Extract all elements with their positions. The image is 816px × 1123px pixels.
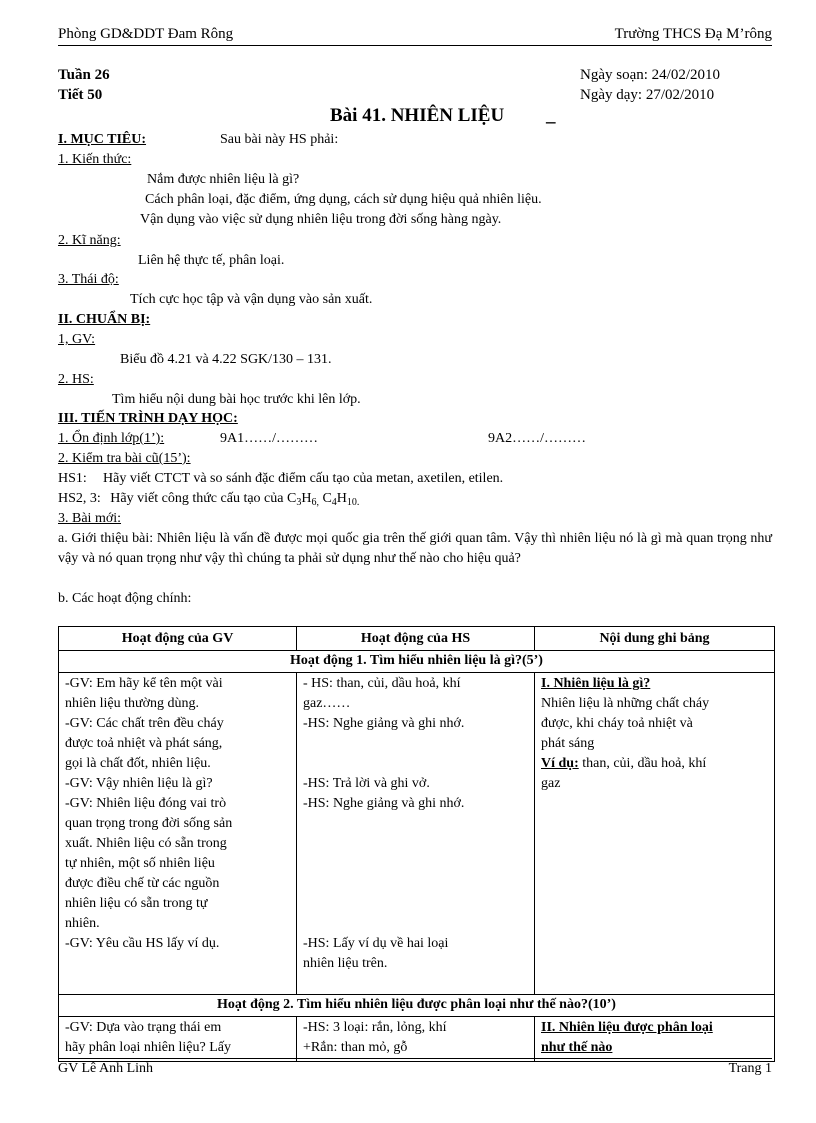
activity-2-teacher: -GV: Dựa vào trạng thái em hãy phân loại nhiên liệu? Lấy — [59, 1017, 297, 1062]
activity-2-content-row — [59, 1017, 775, 1062]
knowledge-heading: 1. Kiến thức: — [58, 152, 132, 167]
hs1-label: HS1: — [58, 471, 87, 486]
example-line: Ví dụ: than, củi, dầu hoả, khí — [541, 756, 707, 771]
activity-1-row — [59, 651, 775, 673]
class-9a1: 9A1……/……… — [220, 431, 318, 446]
header-department: Phòng GD&DDT Đam Rông — [58, 26, 234, 42]
header-school: Trường THCS Đạ M’rông — [614, 26, 772, 42]
activity-2-row — [59, 995, 775, 1017]
student-prep-heading: 2. HS: — [58, 372, 94, 387]
teacher-prep-text: Biểu đồ 4.21 và 4.22 SGK/130 – 131. — [120, 352, 332, 367]
activity-1-board: I. Nhiên liệu là gì? Nhiên liệu là những chất cháy được, khi cháy toả nhiệt và phát sáng Ví dụ: than, củi, dầu hoả, khí gaz — [535, 673, 775, 995]
class-9a2: 9A2……/……… — [488, 431, 586, 446]
skills-text: Liên hệ thực tế, phân loại. — [138, 253, 285, 268]
prep-date: Ngày soạn: 24/02/2010 — [580, 67, 720, 83]
header-board-content: Nội dung ghi bảng — [535, 627, 775, 651]
hs1-question: Hãy viết CTCT và so sánh đặc điểm cấu tạo của metan, axetilen, etilen. — [103, 471, 504, 486]
student-prep-text: Tìm hiểu nội dung bài học trước khi lên lớp. — [112, 392, 361, 407]
attitude-text: Tích cực học tập và vận dụng vào sản xuất. — [130, 292, 373, 307]
attitude-heading: 3. Thái độ: — [58, 272, 119, 287]
note-heading: I. Nhiên liệu là gì? — [541, 676, 651, 691]
teach-date: Ngày dạy: 27/02/2010 — [580, 87, 715, 103]
activity-1-content-row — [59, 673, 775, 995]
section-process-heading: III. TIẾN TRÌNH DẠY HỌC: — [58, 411, 238, 426]
week-label: Tuần 26 — [58, 67, 110, 83]
activities-table — [58, 626, 775, 1062]
section-objectives-heading: I. MỤC TIÊU: — [58, 132, 147, 147]
knowledge-item: Vận dụng vào việc sử dụng nhiên liệu trong đời sống hàng ngày. — [140, 212, 502, 227]
period-label: Tiết 50 — [58, 87, 103, 103]
formula-c3h6: $C_3H_{6,}$ — [286, 491, 319, 508]
skills-heading: 2. Kĩ năng: — [58, 233, 121, 248]
knowledge-item: Cách phân loại, đặc điểm, ứng dụng, cách sử dụng hiệu quả nhiên liệu. — [145, 192, 542, 207]
section-preparation-heading: II. CHUẨN BỊ: — [58, 312, 151, 327]
activity-2-title: Hoạt động 2. Tìm hiểu nhiên liệu được phân loại như thế nào?(10’) — [59, 995, 775, 1017]
activity-2-board: II. Nhiên liệu được phân loại như thế nào — [535, 1017, 775, 1062]
main-activities-label: b. Các hoạt động chính: — [58, 591, 192, 606]
objectives-intro: Sau bài này HS phải: — [220, 132, 339, 147]
lesson-introduction: a. Giới thiệu bài: Nhiên liệu là vấn đề được mọi quốc gia trên thế giới quan tâm. Vậy thì nhiên liệu nó là gì mà quan trọng như vậy và nó quan trọng như vậy thì chúng ta phải sử dụng như thế nào cho hiệu quả? — [58, 531, 772, 566]
footer-page-number: Trang 1 — [728, 1061, 772, 1076]
stabilize-class-label: 1. Ổn định lớp(1’): — [58, 431, 165, 446]
hs23-text: Hãy viết công thức cấu tạo của — [110, 491, 284, 506]
activity-1-title: Hoạt động 1. Tìm hiểu nhiên liệu là gì?(5’) — [59, 651, 775, 673]
activity-1-student: - HS: than, củi, dầu hoả, khí gaz…… -HS: Nghe giảng và ghi nhớ. -HS: Trả lời và ghi vở. -HS: Nghe giảng và ghi nhớ. -HS: Lấy ví dụ về hai loại nhiên liệu trên. — [297, 673, 535, 995]
knowledge-item: Nắm được nhiên liệu là gì? — [147, 172, 300, 187]
hs23-label: HS2, 3: — [58, 491, 101, 506]
page-footer — [58, 1058, 772, 1076]
hs23-question — [58, 490, 359, 508]
activity-2-student: -HS: 3 loại: rắn, lỏng, khí +Rắn: than mỏ, gỗ — [297, 1017, 535, 1062]
header-teacher-activity: Hoạt động của GV — [59, 627, 297, 651]
teacher-prep-heading: 1, GV: — [58, 332, 96, 347]
activity-1-teacher: -GV: Em hãy kể tên một vài nhiên liệu thường dùng. -GV: Các chất trên đều cháy được toả nhiệt và phát sáng, gọi là chất đốt, nhiên liệu. -GV: Vậy nhiên liệu là gì? -GV: Nhiên liệu đóng vai trò quan trọng trong đời sống sản xuất. Nhiên liệu có sẵn trong tự nhiên, một số nhiên liệu được điều chế từ các nguồn nhiên liệu có sẵn trong tự nhiên. -GV: Yêu cầu HS lấy ví dụ. — [59, 673, 297, 995]
header-student-activity: Hoạt động của HS — [297, 627, 535, 651]
footer-teacher: GV Lê Anh Linh — [58, 1061, 154, 1076]
page-header — [58, 24, 772, 46]
title-mark: _ — [546, 105, 556, 126]
lesson-title: Bài 41. NHIÊN LIỆU — [330, 105, 505, 126]
new-lesson-heading: 3. Bài mới: — [58, 511, 122, 526]
formula-c4h10: $C_4H_{10.}$ — [322, 491, 360, 508]
table-header-row — [59, 627, 775, 651]
review-heading: 2. Kiểm tra bài cũ(15’): — [58, 451, 191, 466]
